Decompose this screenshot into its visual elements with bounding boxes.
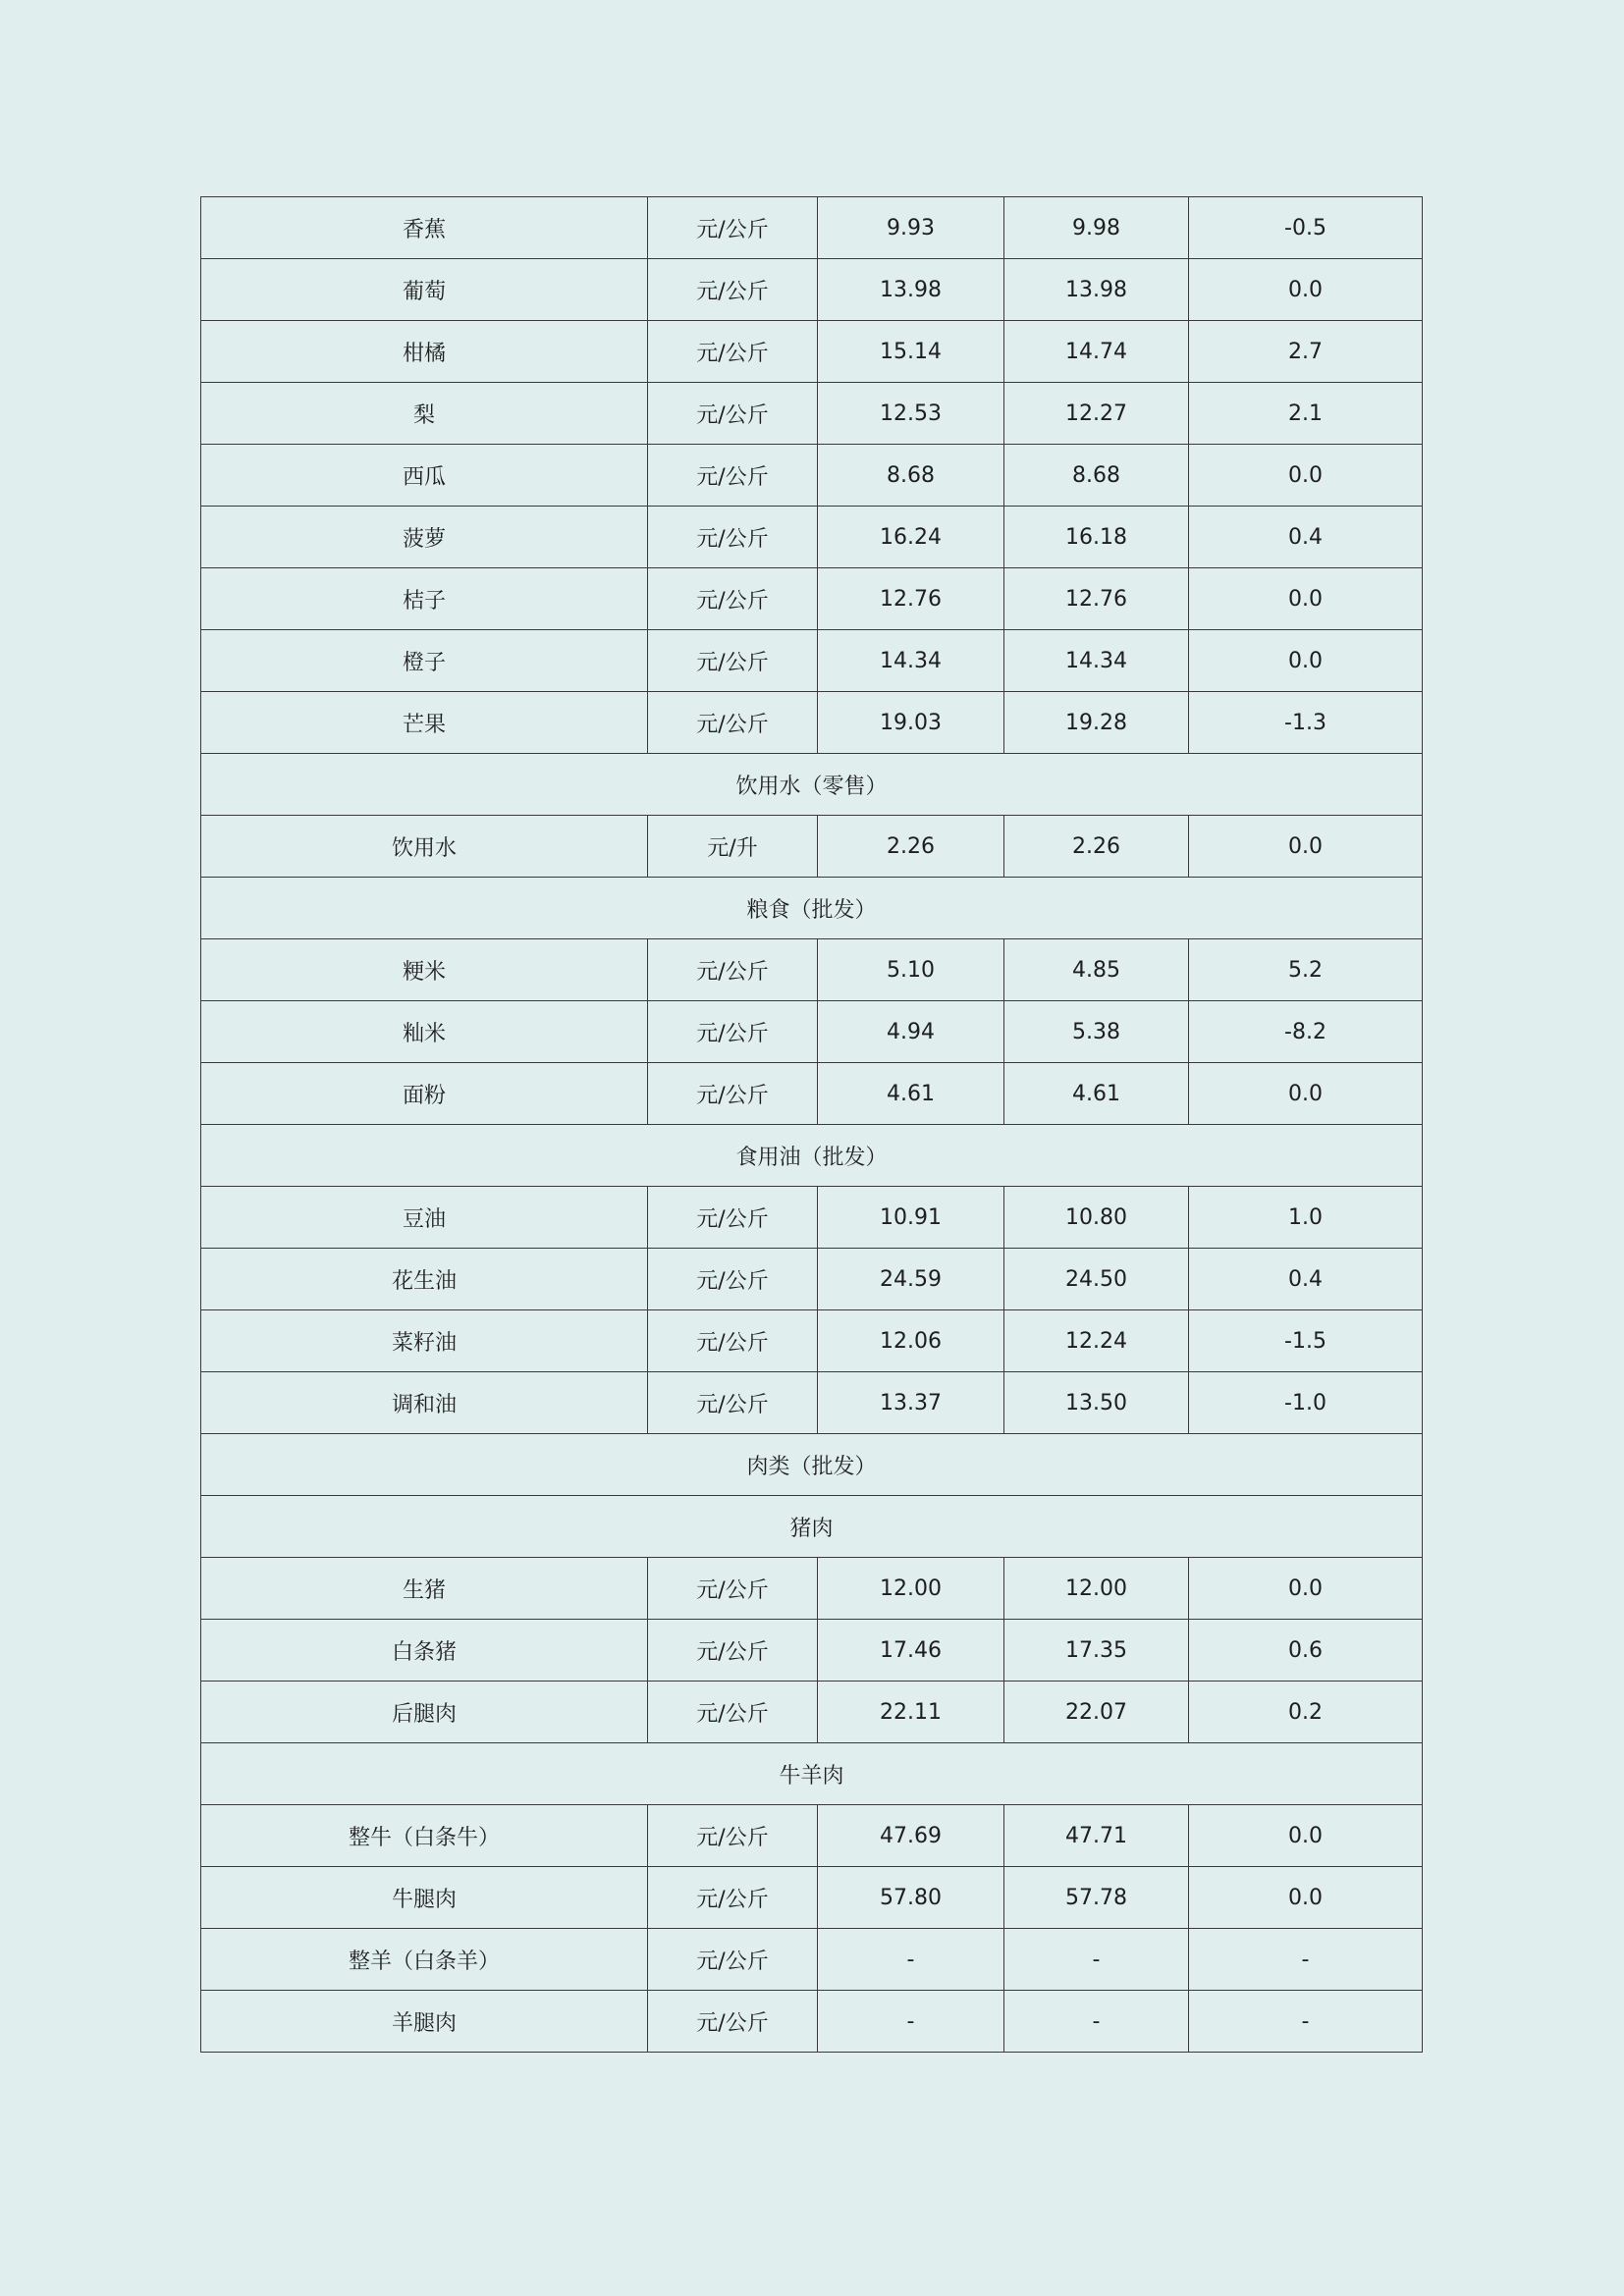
value-cell-c: 5.2	[1189, 939, 1423, 1001]
value-cell-b: 19.28	[1004, 692, 1189, 754]
value-cell-b: 16.18	[1004, 507, 1189, 568]
unit-cell: 元/公斤	[648, 1001, 818, 1063]
name-cell: 后腿肉	[201, 1682, 648, 1743]
section-row	[201, 1743, 1423, 1805]
value-cell-b: 2.26	[1004, 816, 1189, 878]
value-cell-b: 12.00	[1004, 1558, 1189, 1620]
value-cell-a: 22.11	[818, 1682, 1004, 1743]
value-cell-a: -	[818, 1991, 1004, 2053]
value-cell-a: 10.91	[818, 1187, 1004, 1249]
value-cell-b: 13.98	[1004, 259, 1189, 321]
name-cell: 花生油	[201, 1249, 648, 1310]
value-cell-a: 4.61	[818, 1063, 1004, 1125]
table-row	[201, 507, 1423, 568]
value-cell-c: 0.0	[1189, 1063, 1423, 1125]
unit-cell: 元/公斤	[648, 445, 818, 507]
value-cell-a: 4.94	[818, 1001, 1004, 1063]
unit-cell: 元/公斤	[648, 1929, 818, 1991]
table-row	[201, 445, 1423, 507]
table-row	[201, 1558, 1423, 1620]
table-row	[201, 1063, 1423, 1125]
table-row	[201, 321, 1423, 383]
value-cell-b: -	[1004, 1929, 1189, 1991]
value-cell-b: 57.78	[1004, 1867, 1189, 1929]
value-cell-c: 2.1	[1189, 383, 1423, 445]
value-cell-b: -	[1004, 1991, 1189, 2053]
unit-cell: 元/公斤	[648, 197, 818, 259]
table-row	[201, 1929, 1423, 1991]
name-cell: 羊腿肉	[201, 1991, 648, 2053]
name-cell: 调和油	[201, 1372, 648, 1434]
value-cell-c: 0.0	[1189, 259, 1423, 321]
value-cell-c: 0.0	[1189, 630, 1423, 692]
value-cell-b: 8.68	[1004, 445, 1189, 507]
unit-cell: 元/公斤	[648, 1620, 818, 1682]
table-row	[201, 1682, 1423, 1743]
table-row	[201, 1620, 1423, 1682]
table-row	[201, 1867, 1423, 1929]
value-cell-c: 0.0	[1189, 568, 1423, 630]
value-cell-a: 16.24	[818, 507, 1004, 568]
table-row	[201, 1991, 1423, 2053]
value-cell-c: 2.7	[1189, 321, 1423, 383]
value-cell-a: 24.59	[818, 1249, 1004, 1310]
value-cell-c: 0.2	[1189, 1682, 1423, 1743]
table-row	[201, 816, 1423, 878]
unit-cell: 元/公斤	[648, 1187, 818, 1249]
table-row	[201, 197, 1423, 259]
name-cell: 桔子	[201, 568, 648, 630]
value-cell-a: 47.69	[818, 1805, 1004, 1867]
value-cell-b: 12.27	[1004, 383, 1189, 445]
value-cell-b: 22.07	[1004, 1682, 1189, 1743]
name-cell: 柑橘	[201, 321, 648, 383]
unit-cell: 元/公斤	[648, 1867, 818, 1929]
value-cell-c: -1.3	[1189, 692, 1423, 754]
name-cell: 芒果	[201, 692, 648, 754]
table-row	[201, 383, 1423, 445]
value-cell-b: 24.50	[1004, 1249, 1189, 1310]
unit-cell: 元/公斤	[648, 568, 818, 630]
unit-cell: 元/公斤	[648, 692, 818, 754]
section-row	[201, 1496, 1423, 1558]
table-row	[201, 259, 1423, 321]
value-cell-c: 1.0	[1189, 1187, 1423, 1249]
table-row	[201, 568, 1423, 630]
value-cell-c: -8.2	[1189, 1001, 1423, 1063]
section-title: 食用油（批发）	[201, 1125, 1423, 1187]
value-cell-c: 0.0	[1189, 445, 1423, 507]
section-title: 牛羊肉	[201, 1743, 1423, 1805]
name-cell: 面粉	[201, 1063, 648, 1125]
table-row	[201, 1001, 1423, 1063]
table-row	[201, 630, 1423, 692]
unit-cell: 元/公斤	[648, 1372, 818, 1434]
name-cell: 白条猪	[201, 1620, 648, 1682]
value-cell-a: 12.53	[818, 383, 1004, 445]
unit-cell: 元/公斤	[648, 1063, 818, 1125]
value-cell-a: -	[818, 1929, 1004, 1991]
section-row	[201, 1125, 1423, 1187]
value-cell-b: 5.38	[1004, 1001, 1189, 1063]
value-cell-c: -1.0	[1189, 1372, 1423, 1434]
value-cell-b: 13.50	[1004, 1372, 1189, 1434]
value-cell-c: 0.0	[1189, 816, 1423, 878]
price-table	[200, 196, 1423, 2053]
value-cell-b: 17.35	[1004, 1620, 1189, 1682]
name-cell: 整羊（白条羊）	[201, 1929, 648, 1991]
name-cell: 香蕉	[201, 197, 648, 259]
value-cell-c: 0.0	[1189, 1805, 1423, 1867]
value-cell-c: -	[1189, 1991, 1423, 2053]
value-cell-c: -1.5	[1189, 1310, 1423, 1372]
name-cell: 西瓜	[201, 445, 648, 507]
section-title: 粮食（批发）	[201, 878, 1423, 939]
value-cell-b: 12.76	[1004, 568, 1189, 630]
table-body	[201, 197, 1423, 2053]
value-cell-a: 12.06	[818, 1310, 1004, 1372]
value-cell-a: 12.76	[818, 568, 1004, 630]
value-cell-a: 15.14	[818, 321, 1004, 383]
value-cell-a: 13.98	[818, 259, 1004, 321]
value-cell-c: -	[1189, 1929, 1423, 1991]
value-cell-c: 0.4	[1189, 507, 1423, 568]
unit-cell: 元/公斤	[648, 1682, 818, 1743]
name-cell: 生猪	[201, 1558, 648, 1620]
unit-cell: 元/升	[648, 816, 818, 878]
name-cell: 牛腿肉	[201, 1867, 648, 1929]
value-cell-b: 14.34	[1004, 630, 1189, 692]
value-cell-b: 12.24	[1004, 1310, 1189, 1372]
unit-cell: 元/公斤	[648, 1310, 818, 1372]
value-cell-b: 4.61	[1004, 1063, 1189, 1125]
table-row	[201, 1372, 1423, 1434]
section-row	[201, 1434, 1423, 1496]
table-row	[201, 1805, 1423, 1867]
unit-cell: 元/公斤	[648, 383, 818, 445]
unit-cell: 元/公斤	[648, 1805, 818, 1867]
value-cell-c: 0.4	[1189, 1249, 1423, 1310]
unit-cell: 元/公斤	[648, 259, 818, 321]
table-row	[201, 1249, 1423, 1310]
name-cell: 橙子	[201, 630, 648, 692]
table-row	[201, 939, 1423, 1001]
name-cell: 豆油	[201, 1187, 648, 1249]
section-title: 饮用水（零售）	[201, 754, 1423, 816]
value-cell-b: 4.85	[1004, 939, 1189, 1001]
section-title: 猪肉	[201, 1496, 1423, 1558]
value-cell-b: 9.98	[1004, 197, 1189, 259]
unit-cell: 元/公斤	[648, 630, 818, 692]
value-cell-c: 0.6	[1189, 1620, 1423, 1682]
unit-cell: 元/公斤	[648, 1558, 818, 1620]
name-cell: 葡萄	[201, 259, 648, 321]
value-cell-a: 57.80	[818, 1867, 1004, 1929]
value-cell-b: 10.80	[1004, 1187, 1189, 1249]
value-cell-c: 0.0	[1189, 1558, 1423, 1620]
name-cell: 菠萝	[201, 507, 648, 568]
value-cell-a: 8.68	[818, 445, 1004, 507]
value-cell-a: 19.03	[818, 692, 1004, 754]
value-cell-a: 13.37	[818, 1372, 1004, 1434]
value-cell-a: 17.46	[818, 1620, 1004, 1682]
name-cell: 梨	[201, 383, 648, 445]
unit-cell: 元/公斤	[648, 939, 818, 1001]
value-cell-b: 47.71	[1004, 1805, 1189, 1867]
value-cell-a: 2.26	[818, 816, 1004, 878]
table-row	[201, 1187, 1423, 1249]
table-row	[201, 692, 1423, 754]
value-cell-b: 14.74	[1004, 321, 1189, 383]
unit-cell: 元/公斤	[648, 507, 818, 568]
name-cell: 粳米	[201, 939, 648, 1001]
section-row	[201, 754, 1423, 816]
value-cell-a: 12.00	[818, 1558, 1004, 1620]
section-title: 肉类（批发）	[201, 1434, 1423, 1496]
value-cell-a: 9.93	[818, 197, 1004, 259]
value-cell-a: 5.10	[818, 939, 1004, 1001]
name-cell: 籼米	[201, 1001, 648, 1063]
unit-cell: 元/公斤	[648, 321, 818, 383]
unit-cell: 元/公斤	[648, 1249, 818, 1310]
name-cell: 整牛（白条牛）	[201, 1805, 648, 1867]
table-row	[201, 1310, 1423, 1372]
name-cell: 菜籽油	[201, 1310, 648, 1372]
section-row	[201, 878, 1423, 939]
value-cell-a: 14.34	[818, 630, 1004, 692]
unit-cell: 元/公斤	[648, 1991, 818, 2053]
value-cell-c: 0.0	[1189, 1867, 1423, 1929]
name-cell: 饮用水	[201, 816, 648, 878]
value-cell-c: -0.5	[1189, 197, 1423, 259]
